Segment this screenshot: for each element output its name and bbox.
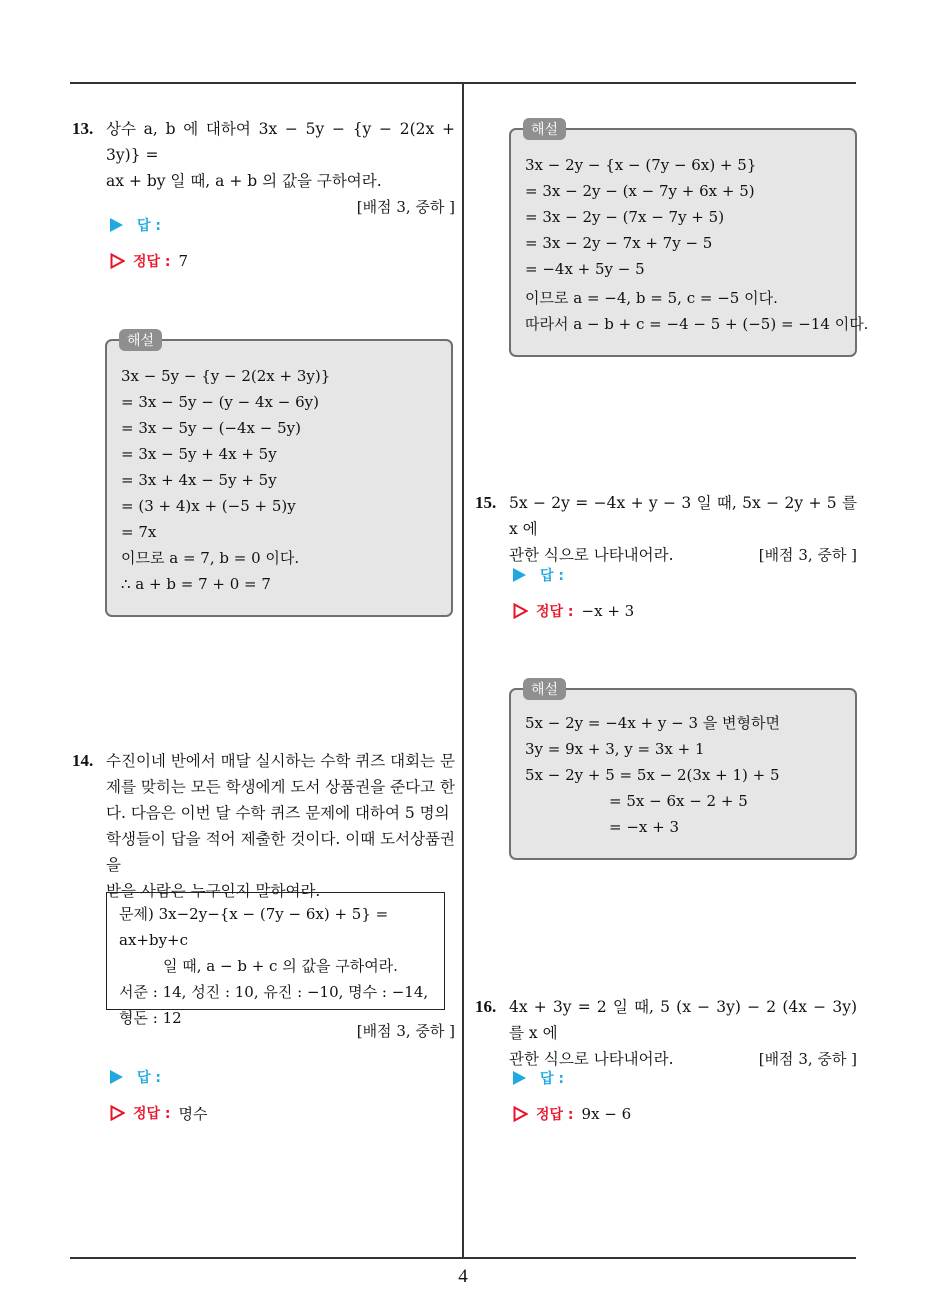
solution-line: = 3x − 5y − (−4x − 5y) — [121, 419, 301, 437]
solution-line: = −4x + 5y − 5 — [525, 260, 645, 278]
problem-15 — [475, 490, 857, 568]
solution-line: = 3x − 2y − (7x − 7y + 5) — [525, 208, 725, 226]
correct-answer-label: 정답 : — [133, 254, 171, 270]
solution-line: 이므로 a = −4, b = 5, c = −5 이다. — [525, 289, 778, 307]
question-box-line: 문제) 3x−2y−{x − (7y − 6x) + 5} = ax+by+c — [119, 905, 389, 949]
solution-line: = (3 + 4)x + (−5 + 5)y — [121, 497, 296, 515]
correct-answer-value: −x + 3 — [581, 602, 635, 620]
solution-line: 3y = 9x + 3, y = 3x + 1 — [525, 740, 705, 758]
outline-triangle-icon — [110, 253, 125, 269]
problem-number: 14. — [72, 751, 94, 770]
solution-line: = 7x — [121, 523, 157, 541]
solution-tag: 해설 — [119, 329, 162, 351]
score-label: [배점 3, 중하 ] — [356, 1022, 455, 1040]
answer-area-13 — [110, 212, 188, 274]
problem-13 — [72, 116, 455, 220]
solution-line: = 3x − 5y + 4x + 5y — [121, 445, 277, 463]
problem-text-line: 학생들이 답을 적어 제출한 것이다. 이때 도서상품권을 — [106, 830, 455, 874]
play-triangle-icon — [110, 1070, 123, 1084]
problem-text-line: 다. 다음은 이번 달 수학 퀴즈 문제에 대하여 5 명의 — [106, 804, 450, 822]
problem-text-line: 상수 a, b 에 대하여 3x − 5y − {y − 2(2x + 3y)} = — [106, 120, 455, 164]
solution-line: 따라서 a − b + c = −4 − 5 + (−5) = −14 이다. — [525, 315, 869, 333]
solution-line: 3x − 2y − {x − (7y − 6x) + 5} — [525, 156, 757, 174]
answer-label: 답 : — [137, 1070, 161, 1086]
solution-box-13 — [105, 333, 453, 617]
answer-area-15 — [513, 562, 634, 624]
correct-answer-value: 7 — [178, 252, 189, 270]
solution-line: = −x + 3 — [609, 818, 680, 836]
correct-answer-label: 정답 : — [536, 604, 574, 620]
column-divider — [462, 82, 464, 1258]
question-box-14 — [106, 892, 445, 1027]
problem-14 — [72, 748, 455, 904]
solution-line: 3x − 5y − {y − 2(2x + 3y)} — [121, 367, 331, 385]
problem-text-line: 제를 맞히는 모든 학생에게 도서 상품권을 준다고 한 — [106, 778, 455, 796]
solution-line: 이므로 a = 7, b = 0 이다. — [121, 549, 300, 567]
problem-number: 15. — [475, 493, 497, 512]
correct-answer-label: 정답 : — [133, 1106, 171, 1122]
solution-line: 5x − 2y + 5 = 5x − 2(3x + 1) + 5 — [525, 766, 780, 784]
score-label: [배점 3, 중하 ] — [758, 546, 857, 564]
question-box-line: 형돈 : 12 — [119, 1009, 182, 1027]
answer-area-16 — [513, 1065, 631, 1127]
solution-tag: 해설 — [523, 118, 566, 140]
solution-line: = 5x − 6x − 2 + 5 — [609, 792, 748, 810]
correct-answer-value: 9x − 6 — [581, 1105, 632, 1123]
play-triangle-icon — [513, 1071, 526, 1085]
answer-label: 답 : — [540, 568, 564, 584]
problem-16 — [475, 994, 857, 1072]
play-triangle-icon — [110, 218, 123, 232]
answer-label: 답 : — [137, 218, 161, 234]
question-box-line: 서준 : 14, 성진 : 10, 유진 : −10, 명수 : −14, — [119, 983, 429, 1001]
page-number: 4 — [458, 1266, 468, 1287]
play-triangle-icon — [513, 568, 526, 582]
answer-label: 답 : — [540, 1071, 564, 1087]
score-label: [배점 3, 중하 ] — [356, 198, 455, 216]
problem-text-line: 관한 식으로 나타내어라. — [509, 546, 674, 564]
problem-number: 13. — [72, 119, 94, 138]
outline-triangle-icon — [110, 1105, 125, 1121]
score-label: [배점 3, 중하 ] — [758, 1050, 857, 1068]
solution-tag: 해설 — [523, 678, 566, 700]
solution-box-14 — [509, 122, 869, 357]
solution-box-15 — [509, 682, 857, 860]
correct-answer-label: 정답 : — [536, 1107, 574, 1123]
answer-area-14 — [110, 1064, 208, 1126]
problem-text-line: 4x + 3y = 2 일 때, 5 (x − 3y) − 2 (4x − 3y) 를 x 에 — [509, 998, 857, 1042]
question-box-line: 일 때, a − b + c 의 값을 구하여라. — [163, 957, 398, 975]
outline-triangle-icon — [513, 1106, 528, 1122]
solution-line: 5x − 2y = −4x + y − 3 을 변형하면 — [525, 714, 781, 732]
solution-line: = 3x − 5y − (y − 4x − 6y) — [121, 393, 319, 411]
problem-number: 16. — [475, 997, 497, 1016]
solution-line: = 3x + 4x − 5y + 5y — [121, 471, 277, 489]
problem-text-line: 수진이네 반에서 매달 실시하는 수학 퀴즈 대회는 문 — [106, 752, 455, 770]
solution-line: ∴ a + b = 7 + 0 = 7 — [121, 575, 271, 593]
solution-line: = 3x − 2y − (x − 7y + 6x + 5) — [525, 182, 755, 200]
outline-triangle-icon — [513, 603, 528, 619]
problem-text-line: 관한 식으로 나타내어라. — [509, 1050, 674, 1068]
solution-line: = 3x − 2y − 7x + 7y − 5 — [525, 234, 713, 252]
problem-text-line: ax + by 일 때, a + b 의 값을 구하여라. — [106, 172, 382, 190]
problem-text-line: 5x − 2y = −4x + y − 3 일 때, 5x − 2y + 5 를 x 에 — [509, 494, 857, 538]
problem-text-line: 받을 사람은 누구인지 말하여라. — [106, 882, 321, 900]
correct-answer-value: 명수 — [178, 1104, 208, 1123]
